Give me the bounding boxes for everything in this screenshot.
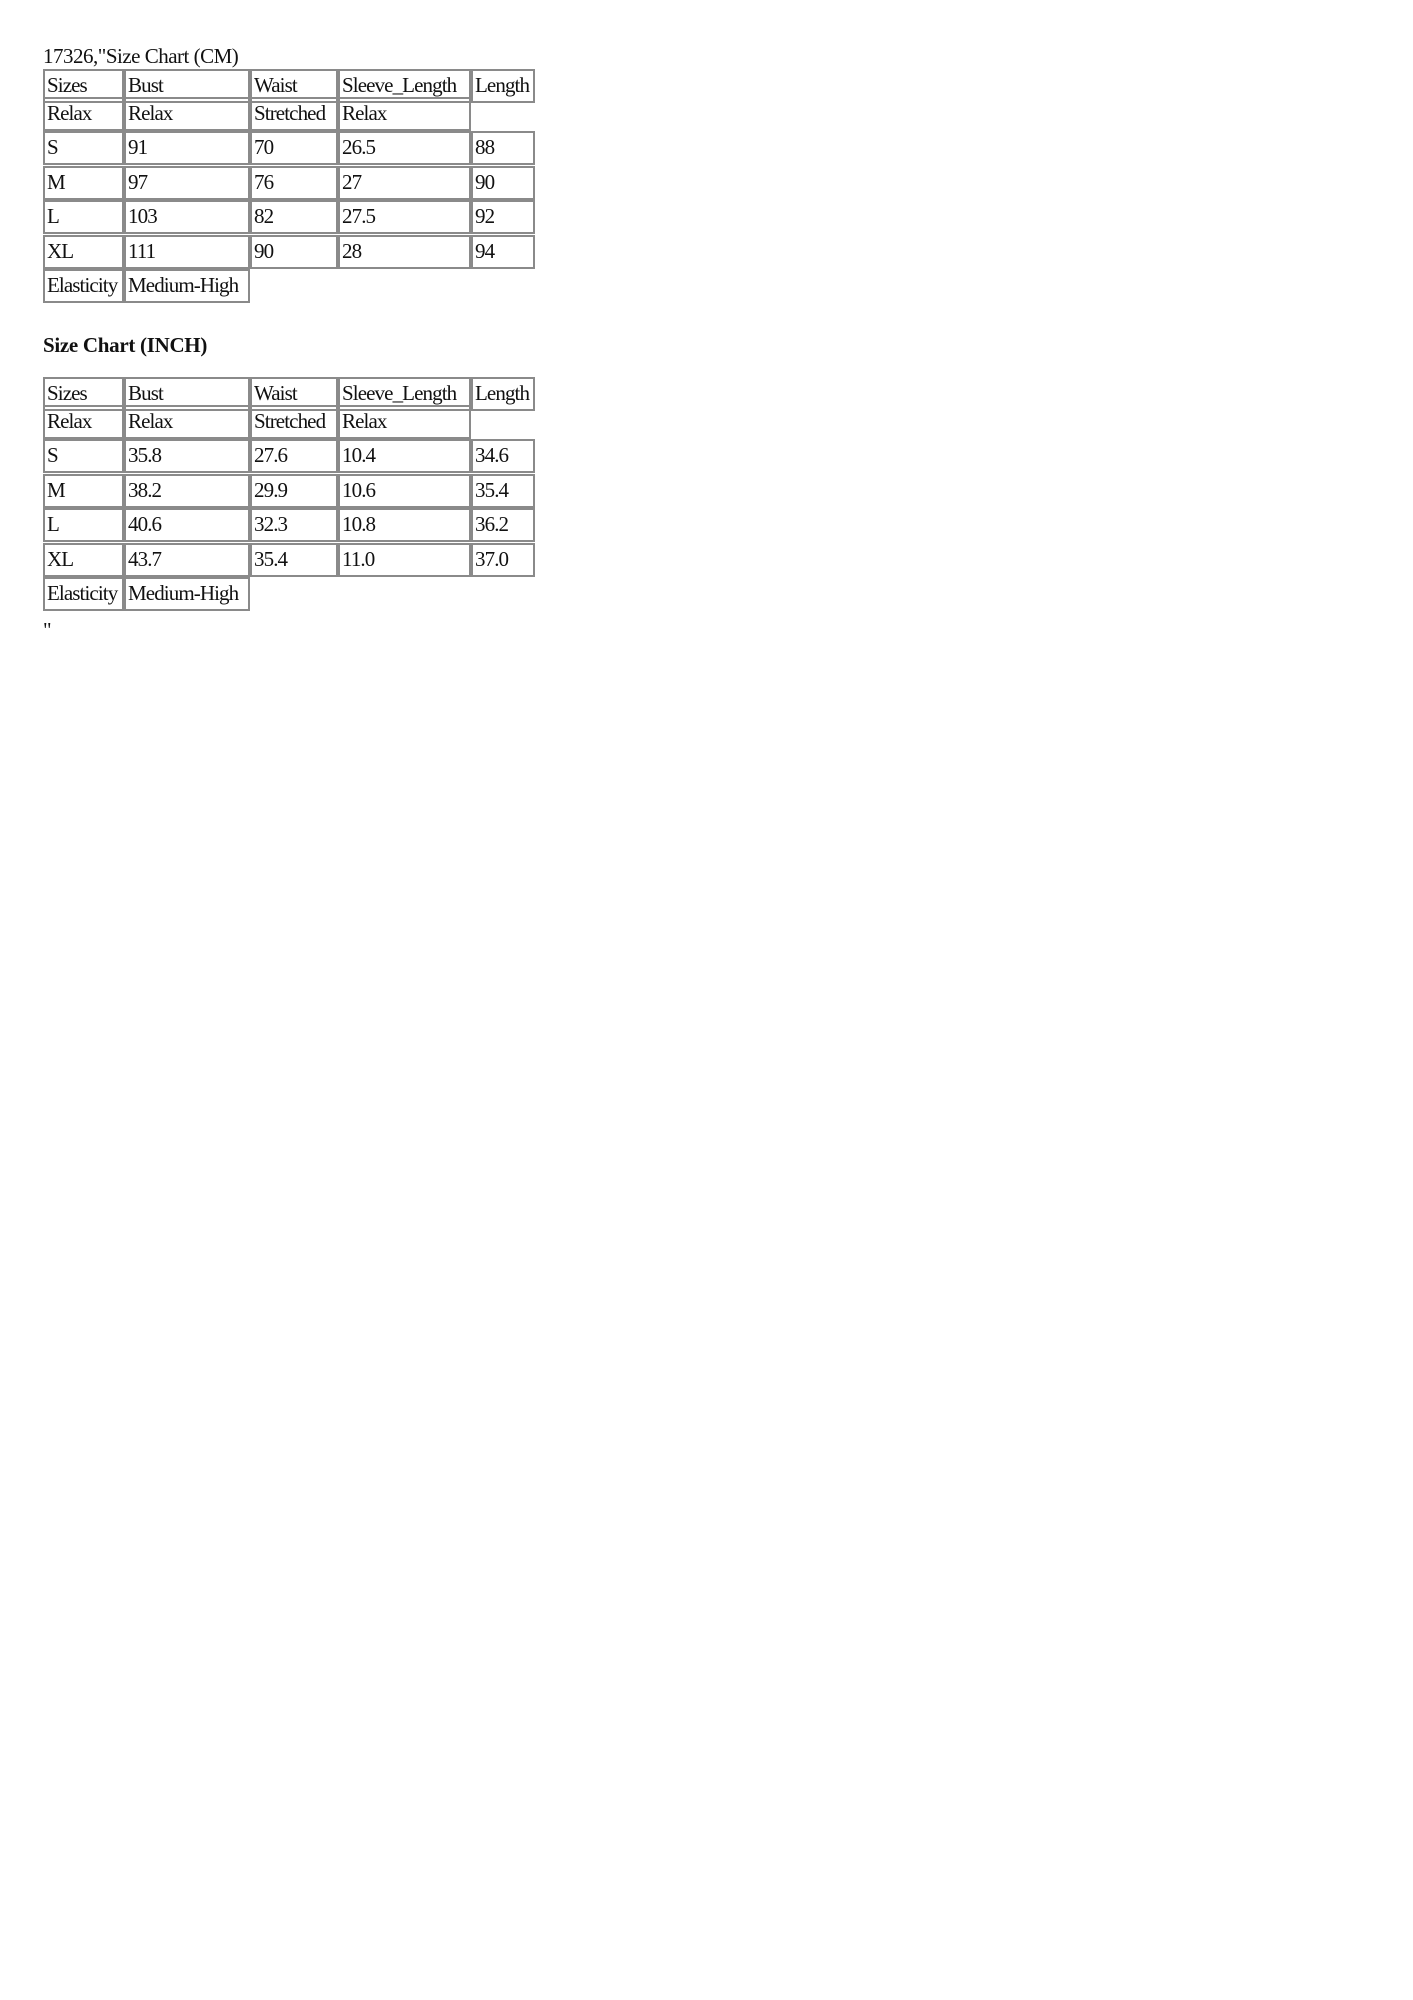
measurement-cell: 35.4 (250, 543, 338, 577)
measurement-cell: 103 (124, 200, 250, 234)
size-label-cell: XL (43, 235, 124, 269)
size-label-cell: L (43, 200, 124, 234)
measurement-cell: 27 (338, 166, 471, 200)
inch-section-title: Size Chart (INCH) (43, 333, 208, 357)
header-cell: Sizes (43, 377, 124, 411)
size-chart-cm-table (43, 69, 535, 313)
elasticity-cell: Elasticity (43, 577, 124, 611)
measurement-cell: 34.6 (471, 439, 535, 473)
measurement-cell: 40.6 (124, 508, 250, 542)
measurement-cell: 28 (338, 235, 471, 269)
size-label-cell: XL (43, 543, 124, 577)
fit-cell: Relax (338, 97, 471, 131)
document-heading: 17326,"Size Chart (CM) (43, 44, 239, 68)
closing-quote: " (43, 618, 52, 642)
measurement-cell: 37.0 (471, 543, 535, 577)
measurement-cell: 90 (471, 166, 535, 200)
measurement-cell: 38.2 (124, 474, 250, 508)
measurement-cell: 10.8 (338, 508, 471, 542)
measurement-cell: 27.6 (250, 439, 338, 473)
header-cell: Sizes (43, 69, 124, 103)
measurement-cell: 90 (250, 235, 338, 269)
measurement-cell: 27.5 (338, 200, 471, 234)
measurement-cell: 10.4 (338, 439, 471, 473)
header-cell: Waist (250, 69, 338, 103)
measurement-cell: 92 (471, 200, 535, 234)
size-label-cell: L (43, 508, 124, 542)
header-cell: Sleeve_Length (338, 377, 471, 411)
elasticity-cell: Medium-High (124, 577, 250, 611)
header-cell: Length (471, 69, 535, 103)
measurement-cell: 29.9 (250, 474, 338, 508)
measurement-cell: 111 (124, 235, 250, 269)
measurement-cell: 32.3 (250, 508, 338, 542)
measurement-cell: 97 (124, 166, 250, 200)
measurement-cell: 70 (250, 131, 338, 165)
elasticity-cell: Elasticity (43, 269, 124, 303)
fit-cell: Relax (124, 405, 250, 439)
fit-cell: Stretched (250, 97, 338, 131)
measurement-cell: 88 (471, 131, 535, 165)
header-cell: Bust (124, 377, 250, 411)
fit-cell: Relax (124, 97, 250, 131)
measurement-cell: 94 (471, 235, 535, 269)
size-label-cell: S (43, 439, 124, 473)
measurement-cell: 36.2 (471, 508, 535, 542)
fit-cell: Relax (338, 405, 471, 439)
header-cell: Bust (124, 69, 250, 103)
measurement-cell: 76 (250, 166, 338, 200)
size-label-cell: M (43, 166, 124, 200)
measurement-cell: 11.0 (338, 543, 471, 577)
fit-cell: Relax (43, 405, 124, 439)
measurement-cell: 35.4 (471, 474, 535, 508)
measurement-cell: 10.6 (338, 474, 471, 508)
size-label-cell: S (43, 131, 124, 165)
size-label-cell: M (43, 474, 124, 508)
header-cell: Waist (250, 377, 338, 411)
measurement-cell: 82 (250, 200, 338, 234)
fit-cell: Relax (43, 97, 124, 131)
header-cell: Sleeve_Length (338, 69, 471, 103)
fit-cell: Stretched (250, 405, 338, 439)
measurement-cell: 43.7 (124, 543, 250, 577)
elasticity-cell: Medium-High (124, 269, 250, 303)
measurement-cell: 26.5 (338, 131, 471, 165)
document-page (43, 43, 535, 642)
header-cell: Length (471, 377, 535, 411)
size-chart-inch-table (43, 377, 535, 621)
measurement-cell: 35.8 (124, 439, 250, 473)
measurement-cell: 91 (124, 131, 250, 165)
